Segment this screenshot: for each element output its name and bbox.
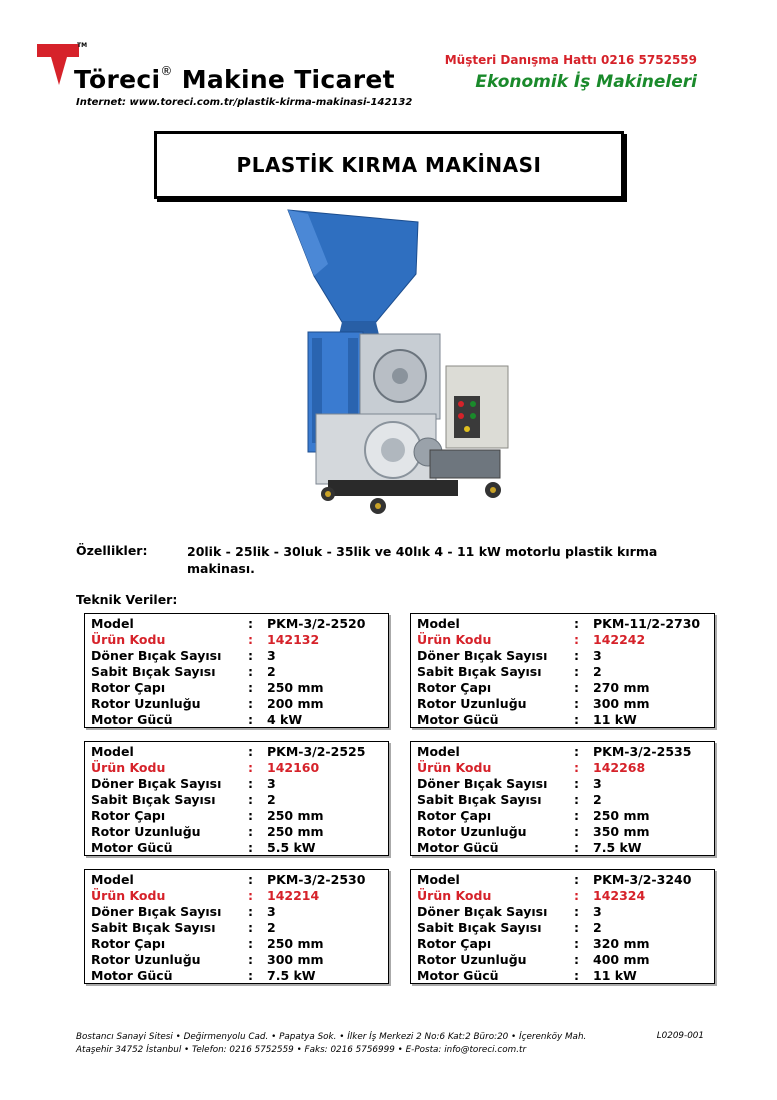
website-link[interactable]: Internet: www.toreci.com.tr/plastik-kirma-makinasi-142132 xyxy=(76,97,413,108)
spec-row-code: Ürün Kodu : 142324 xyxy=(417,887,646,903)
company-suffix: Makine Ticaret xyxy=(181,65,395,94)
spec-row-rotating-blades: Döner Bıçak Sayısı : 3 xyxy=(417,647,602,663)
company-brand: Töreci xyxy=(74,65,161,94)
company-name xyxy=(74,64,395,94)
spec-table xyxy=(410,741,715,856)
spec-row-rotor-length: Rotor Uzunluğu : 300 mm xyxy=(91,951,324,967)
spec-row-fixed-blades: Sabit Bıçak Sayısı : 2 xyxy=(91,663,276,679)
spec-row-code: Ürün Kodu : 142214 xyxy=(91,887,320,903)
spec-row-rotor-length: Rotor Uzunluğu : 200 mm xyxy=(91,695,324,711)
spec-row-rotor-length: Rotor Uzunluğu : 300 mm xyxy=(417,695,650,711)
spec-row-rotating-blades: Döner Bıçak Sayısı : 3 xyxy=(91,903,276,919)
spec-row-fixed-blades: Sabit Bıçak Sayısı : 2 xyxy=(417,919,602,935)
spec-row-rotor-diameter: Rotor Çapı : 250 mm xyxy=(91,679,324,695)
spec-row-fixed-blades: Sabit Bıçak Sayısı : 2 xyxy=(91,791,276,807)
company-slogan: Ekonomik İş Makineleri xyxy=(475,72,697,92)
registered-mark: ® xyxy=(160,64,173,78)
spec-row-model: Model : PKM-3/2-2525 xyxy=(91,743,366,759)
spec-row-rotor-length: Rotor Uzunluğu : 400 mm xyxy=(417,951,650,967)
logo-bar xyxy=(37,44,79,57)
spec-row-rotating-blades: Döner Bıçak Sayısı : 3 xyxy=(417,903,602,919)
page-title-box xyxy=(154,131,624,199)
spec-table xyxy=(84,741,389,856)
spec-row-motor-power: Motor Gücü : 11 kW xyxy=(417,711,637,727)
page-title: PLASTİK KIRMA MAKİNASI xyxy=(236,153,542,177)
spec-row-code: Ürün Kodu : 142242 xyxy=(417,631,646,647)
spec-row-motor-power: Motor Gücü : 11 kW xyxy=(417,967,637,983)
spec-row-model: Model : PKM-3/2-3240 xyxy=(417,871,692,887)
spec-table xyxy=(410,869,715,984)
spec-row-rotor-diameter: Rotor Çapı : 250 mm xyxy=(91,807,324,823)
logo-stem xyxy=(51,57,67,85)
spec-row-rotating-blades: Döner Bıçak Sayısı : 3 xyxy=(91,647,276,663)
spec-row-motor-power: Motor Gücü : 5.5 kW xyxy=(91,839,316,855)
spec-row-code: Ürün Kodu : 142132 xyxy=(91,631,320,647)
customer-hotline: Müşteri Danışma Hattı 0216 5752559 xyxy=(444,53,697,67)
spec-row-code: Ürün Kodu : 142160 xyxy=(91,759,320,775)
spec-row-model: Model : PKM-3/2-2520 xyxy=(91,615,366,631)
plastic-crusher-image xyxy=(268,204,518,524)
spec-table xyxy=(410,613,715,728)
footer-line-1: Bostancı Sanayi Sitesi • Değirmenyolu Cad. • Papatya Sok. • İlker İş Merkezi 2 No:6 Kat:2 Büro:20 • İçerenköy Mah. xyxy=(76,1032,587,1042)
spec-row-code: Ürün Kodu : 142268 xyxy=(417,759,646,775)
spec-row-rotor-diameter: Rotor Çapı : 250 mm xyxy=(91,935,324,951)
technical-data-label: Teknik Veriler: xyxy=(76,592,178,607)
spec-row-rotor-diameter: Rotor Çapı : 270 mm xyxy=(417,679,650,695)
footer-address xyxy=(76,1031,586,1057)
spec-table xyxy=(84,613,389,728)
spec-row-rotor-length: Rotor Uzunluğu : 250 mm xyxy=(91,823,324,839)
spec-row-rotor-length: Rotor Uzunluğu : 350 mm xyxy=(417,823,650,839)
document-code: L0209-001 xyxy=(656,1031,704,1041)
spec-row-rotating-blades: Döner Bıçak Sayısı : 3 xyxy=(91,775,276,791)
spec-row-fixed-blades: Sabit Bıçak Sayısı : 2 xyxy=(417,791,602,807)
spec-row-fixed-blades: Sabit Bıçak Sayısı : 2 xyxy=(417,663,602,679)
spec-row-rotor-diameter: Rotor Çapı : 320 mm xyxy=(417,935,650,951)
spec-row-fixed-blades: Sabit Bıçak Sayısı : 2 xyxy=(91,919,276,935)
spec-row-motor-power: Motor Gücü : 7.5 kW xyxy=(91,967,316,983)
features-label: Özellikler: xyxy=(76,543,148,558)
spec-table xyxy=(84,869,389,984)
logo-trademark: TM xyxy=(77,42,88,49)
spec-row-model: Model : PKM-3/2-2535 xyxy=(417,743,692,759)
spec-row-rotating-blades: Döner Bıçak Sayısı : 3 xyxy=(417,775,602,791)
spec-row-model: Model : PKM-3/2-2530 xyxy=(91,871,366,887)
spec-row-motor-power: Motor Gücü : 4 kW xyxy=(91,711,303,727)
spec-row-rotor-diameter: Rotor Çapı : 250 mm xyxy=(417,807,650,823)
footer-line-2: Ataşehir 34752 İstanbul • Telefon: 0216 5752559 • Faks: 0216 5756999 • E-Posta: info@toreci.com.tr xyxy=(76,1045,527,1055)
spec-row-motor-power: Motor Gücü : 7.5 kW xyxy=(417,839,642,855)
spec-row-model: Model : PKM-11/2-2730 xyxy=(417,615,701,631)
features-text: 20lik - 25lik - 30luk - 35lik ve 40lık 4 - 11 kW motorlu plastik kırma makinası. xyxy=(187,544,658,576)
